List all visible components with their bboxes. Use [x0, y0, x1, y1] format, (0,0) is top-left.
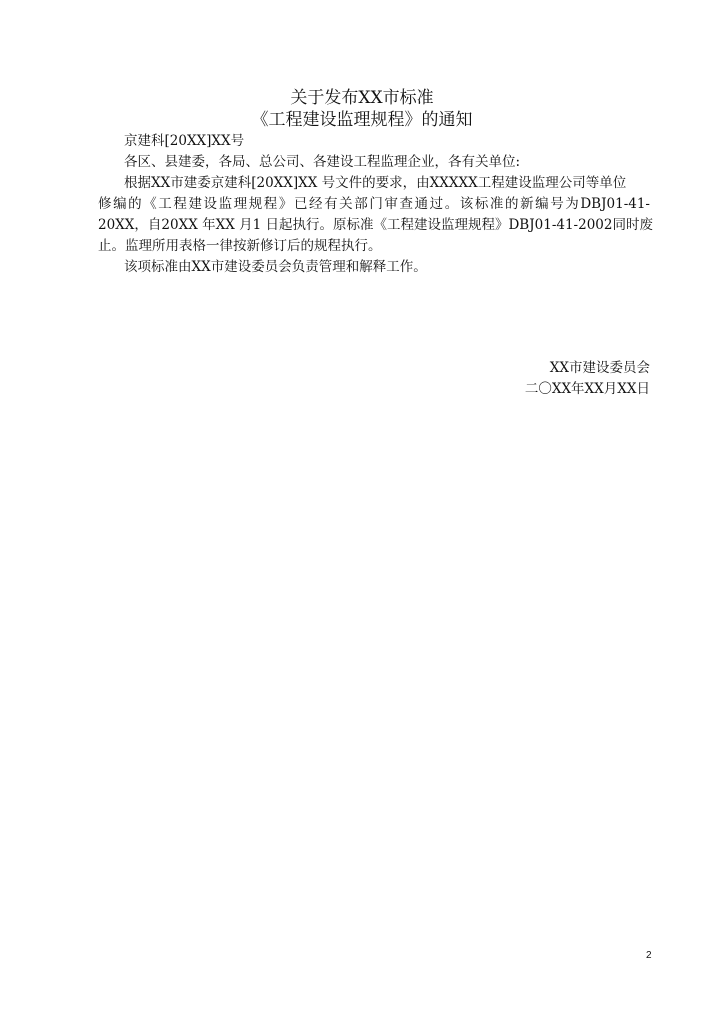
- notice-title-line-2: 《工程建设监理规程》的通知: [251, 110, 473, 130]
- body-paragraph-1-line-4: 止。监理所用表格一律按新修订后的规程执行。: [98, 238, 382, 254]
- page-number: 2: [646, 950, 652, 961]
- body-paragraph-1-line-1: 根据XX市建委京建科[20XX]XX 号文件的要求，由XXXXX工程建设监理公司等单位: [124, 175, 627, 191]
- notice-title-line-1: 关于发布XX市标准: [290, 88, 434, 108]
- addressees: 各区、县建委，各局、总公司、各建设工程监理企业，各有关单位:: [124, 154, 521, 170]
- body-paragraph-1-line-2: 修编的《工程建设监理规程》已经有关部门审查通过。该标准的新编号为DBJ01-41-: [98, 196, 650, 212]
- body-paragraph-2: 该项标准由XX市建设委员会负责管理和解释工作。: [124, 259, 427, 275]
- signature-date: 二〇XX年XX月XX日: [524, 381, 650, 397]
- document-number: 京建科[20XX]XX号: [124, 133, 245, 149]
- body-paragraph-1-line-3: 20XX，自20XX 年XX 月1 日起执行。原标准《工程建设监理规程》DBJ01-41-2002同时废: [98, 217, 653, 233]
- signature-organization: XX市建设委员会: [549, 360, 650, 376]
